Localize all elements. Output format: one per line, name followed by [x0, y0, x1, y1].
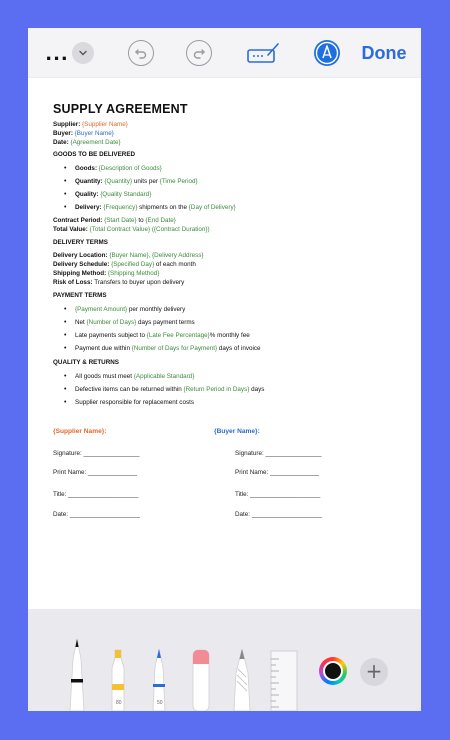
- delivery-schedule-label: Delivery Schedule:: [53, 261, 110, 268]
- buyer-print-name-line[interactable]: Print Name: ______________: [235, 469, 320, 476]
- quality-return-item: [75, 386, 264, 393]
- supplier-label: Supplier:: [53, 121, 81, 128]
- delivery-terms-heading: [53, 239, 108, 247]
- markup-toolbar: [28, 28, 421, 80]
- applicable-standard-placeholder: {Applicable Standard}: [133, 373, 195, 380]
- device-screen: [28, 28, 421, 711]
- chevron-down-button[interactable]: [72, 42, 94, 64]
- quality-label: Quality:: [75, 191, 99, 198]
- done-button[interactable]: Done: [361, 42, 407, 63]
- risk-label: Risk of Loss:: [53, 279, 93, 286]
- signature-icon: [246, 41, 282, 65]
- supplier-placeholder: {Supplier Name}: [82, 121, 128, 128]
- delivery-address-placeholder: {Delivery Address}: [152, 252, 204, 259]
- document-title: SUPPLY AGREEMENT: [53, 102, 188, 116]
- supplier-party-heading: {Supplier Name}:: [53, 428, 107, 435]
- buyer-title-line[interactable]: Title: ____________________: [235, 491, 321, 498]
- late-fee-tail: % monthly fee: [209, 332, 250, 339]
- delivery-location-line: [53, 252, 204, 260]
- delivery-heading-text: DELIVERY TERMS: [53, 239, 108, 246]
- more-options-button[interactable]: ...: [45, 43, 69, 65]
- total-value-placeholder: {Total Contract Value}: [89, 226, 151, 233]
- date-line: [53, 139, 121, 147]
- goods-heading: [53, 151, 135, 159]
- payment-due-head: Payment due within: [75, 345, 130, 352]
- total-value-label: Total Value:: [53, 226, 88, 233]
- risk-of-loss-line: [53, 279, 184, 287]
- quantity-placeholder: {Quantity}: [104, 178, 133, 185]
- replacement-costs-text: Supplier responsible for replacement costs: [75, 399, 195, 406]
- payment-item: [75, 345, 261, 352]
- frequency-placeholder: {Frequency}: [103, 204, 138, 211]
- goods-heading-text: GOODS TO BE DELIVERED: [53, 151, 136, 158]
- delivery-schedule-line: [53, 261, 196, 269]
- color-picker-button[interactable]: [319, 657, 347, 685]
- payment-amount-tail: per monthly delivery: [128, 306, 186, 313]
- pen-tool-icon[interactable]: [66, 637, 88, 711]
- shipping-placeholder: {Shipping Method}: [107, 270, 160, 277]
- quality-return-item: [75, 399, 194, 406]
- shipping-label: Shipping Method:: [53, 270, 107, 277]
- date-label: Date:: [53, 139, 69, 146]
- eraser-tool-icon[interactable]: [190, 648, 212, 711]
- markup-toggle-button[interactable]: [314, 40, 340, 66]
- redo-button[interactable]: [186, 40, 212, 66]
- time-period-placeholder: {Time Period}: [159, 178, 198, 185]
- delivery-day-placeholder: {Day of Delivery}: [188, 204, 236, 211]
- return-period-tail: days: [251, 386, 265, 393]
- return-period-placeholder: {Return Period in Days}: [183, 386, 250, 393]
- supplier-date-line[interactable]: Date: ____________________: [53, 511, 140, 518]
- payment-due-tail: days of invoice: [218, 345, 261, 352]
- delivery-mid-text: shipments on the: [139, 204, 188, 211]
- redo-icon: [191, 45, 207, 61]
- supplier-line: [53, 121, 128, 129]
- quality-placeholder: {Quality Standard}: [100, 191, 152, 198]
- undo-button[interactable]: [128, 40, 154, 66]
- quality-item: [75, 191, 151, 198]
- quantity-mid-text: units per: [133, 178, 158, 185]
- payment-days-placeholder: {Number of Days for Payment}: [131, 345, 218, 352]
- payment-item: [75, 306, 185, 313]
- net-days-head: Net: [75, 319, 85, 326]
- contract-period-line: [53, 217, 176, 225]
- buyer-date-line[interactable]: Date: ____________________: [235, 511, 322, 518]
- risk-value: Transfers to buyer upon delivery: [94, 279, 185, 286]
- highlighter-size-label: 80: [116, 700, 122, 706]
- payment-item: [75, 332, 250, 339]
- quality-returns-heading: [53, 359, 119, 367]
- delivery-label: Delivery:: [75, 204, 102, 211]
- return-period-head: Defective items can be returned within: [75, 386, 182, 393]
- delivery-location-label: Delivery Location:: [53, 252, 108, 259]
- delivery-buyer-placeholder: {Buyer Name},: [109, 252, 151, 259]
- undo-icon: [133, 45, 149, 61]
- quality-return-item: [75, 373, 194, 380]
- delivery-item: [75, 204, 236, 211]
- payment-terms-heading: [53, 292, 107, 300]
- buyer-placeholder: {Buyer Name}: [74, 130, 114, 137]
- shipping-method-line: [53, 270, 159, 278]
- quantity-item: [75, 178, 198, 185]
- selected-color-swatch: [323, 661, 343, 681]
- buyer-signature-line[interactable]: Signature: ________________: [235, 450, 322, 457]
- supplier-print-name-line[interactable]: Print Name: ______________: [53, 469, 138, 476]
- late-fee-head: Late payments subject to: [75, 332, 146, 339]
- lasso-tool-icon[interactable]: [230, 647, 254, 711]
- quantity-label: Quantity:: [75, 178, 103, 185]
- buyer-label: Buyer:: [53, 130, 73, 137]
- signature-button[interactable]: [246, 38, 282, 68]
- buyer-line: [53, 130, 114, 138]
- date-placeholder: {Agreement Date}: [70, 139, 121, 146]
- supplier-signature-line[interactable]: Signature: ________________: [53, 450, 140, 457]
- start-date-placeholder: {Start Date}: [104, 217, 137, 224]
- number-of-days-placeholder: {Number of Days}: [86, 319, 137, 326]
- goods-item: [75, 165, 162, 172]
- marker-size-label: 50: [157, 700, 163, 706]
- late-fee-placeholder: {Late Fee Percentage}: [146, 332, 210, 339]
- quality-heading-text: QUALITY & RETURNS: [53, 359, 120, 366]
- buyer-party-heading: {Buyer Name}:: [214, 428, 260, 435]
- supplier-title-line[interactable]: Title: ____________________: [53, 491, 139, 498]
- payment-heading-text: PAYMENT TERMS: [53, 292, 107, 299]
- contract-period-label: Contract Period:: [53, 217, 103, 224]
- total-value-line: [53, 226, 210, 234]
- delivery-schedule-tail: of each month: [155, 261, 196, 268]
- payment-item: [75, 319, 195, 326]
- standard-head: All goods must meet: [75, 373, 133, 380]
- contract-duration-placeholder: ({Contract Duration}): [151, 226, 210, 233]
- goods-label: Goods:: [75, 165, 98, 172]
- contract-to-text: to: [138, 217, 144, 224]
- document-page: [28, 78, 421, 609]
- goods-placeholder: {Description of Goods}: [98, 165, 162, 172]
- pen-tip-icon: [314, 40, 340, 66]
- add-tool-button[interactable]: +: [360, 658, 388, 686]
- end-date-placeholder: {End Date}: [145, 217, 176, 224]
- chevron-down-icon: [78, 48, 88, 58]
- specified-day-placeholder: {Specified Day}: [111, 261, 155, 268]
- net-days-tail: days payment terms: [138, 319, 195, 326]
- ruler-tool-icon[interactable]: [269, 649, 299, 711]
- payment-amount-placeholder: {Payment Amount}: [75, 306, 128, 313]
